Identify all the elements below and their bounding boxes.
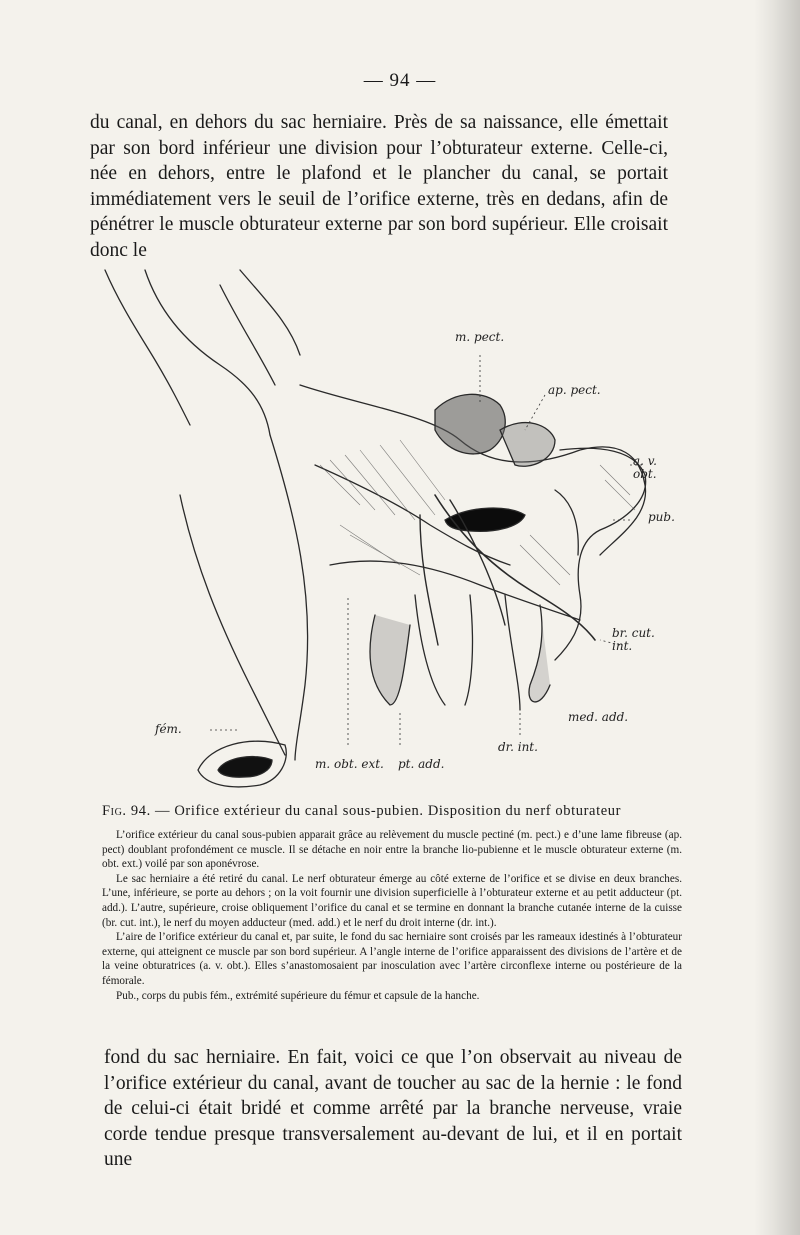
label-dr-int: dr. int. [498, 740, 538, 754]
caption-paragraph-1: L’orifice extérieur du canal sous-pubien apparait grâce au relèvement du muscle pectiné (m. pect.) e d’une lame fibreuse (ap. pect) doublant profondément ce muscle. Il se détache en noir entre la branche lio-pubienne et le muscle obturateur externe (m. obt. ext.) voilé par son aponévrose. [102, 829, 682, 871]
figure-caption [102, 803, 682, 1003]
label-br-cut-int: br. cut. int. [612, 626, 655, 653]
caption-title [102, 803, 682, 820]
caption-paragraph-4: Pub., corps du pubis fém., extrémité supérieure du fémur et capsule de la hanche. [116, 989, 480, 1002]
top-paragraph-block [90, 110, 668, 263]
label-pt-add: pt. add. [398, 757, 445, 771]
label-m-pect: m. pect. [455, 330, 505, 344]
label-med-add: med. add. [568, 710, 629, 724]
caption-paragraph-3: L’aire de l’orifice extérieur du canal et, par suite, le fond du sac herniaire sont croisés par les rameaux idestinés à l’obturateur externe, qui atteignent ce muscle par son bord supérieur. A l’angle interne de l’orifice apparaissent des divisions de l’artère et de la veine obturatrices (a. v. obt.). Elles s’anastomosaient par inosculation avec l’artère circonflexe interne ou postérieure de la fémorale. [102, 931, 682, 987]
label-ap-pect: ap. pect. [548, 383, 601, 397]
caption-paragraph-2: Le sac herniaire a été retiré du canal. Le nerf obturateur émerge au côté externe de l’orifice et se divise en deux branches. L’une, inférieure, se porte au dehors ; on la voit fournir une division superficielle à l’obturateur externe et au petit adducteur (pt. add.). L’autre, supérieure, croise obliquement l’orifice du canal et se termine en donnant la branche cutanée interne de la cuisse (br. cut. int.), le nerf du moyen adducteur (med. add.) et le nerf du droit interne (dr. int.). [102, 872, 682, 929]
label-m-obt-ext: m. obt. ext. [315, 757, 384, 771]
anatomical-figure [100, 265, 690, 790]
label-fem: fém. [155, 722, 182, 736]
label-a-v-obt: a. v. obt. [633, 454, 657, 481]
bottom-paragraph-block [104, 1045, 682, 1173]
caption-title-text: — Orifice extérieur du canal sous-pubien. Disposition du nerf obturateur [150, 803, 622, 819]
caption-body [102, 828, 682, 1003]
bottom-paragraph: fond du sac herniaire. En fait, voici ce que l’on observait au niveau de l’orifice extérieur du canal, avant de toucher au sac de la hernie : le fond de celui-ci était bridé et comme arrêté par la branche nerveuse, vraie corde tendue presque transversalement au-devant de lui, et il en portait une [104, 1047, 682, 1170]
page-edge-shadow [754, 0, 800, 1235]
top-paragraph: du canal, en dehors du sac herniaire. Près de sa naissance, elle émettait par son bord inférieur une division pour l’obturateur externe. Celle-ci, née en dehors, entre le plafond et le plancher du canal, se portait immédiatement vers le seuil de l’orifice externe, très en dedans, afin de pénétrer le muscle obturateur externe par son bord supérieur. Elle croisait donc le [90, 112, 668, 261]
page-number: — 94 — [363, 70, 437, 91]
label-pub: pub. [648, 510, 675, 524]
caption-fig-number: Fig. 94. [102, 803, 151, 819]
